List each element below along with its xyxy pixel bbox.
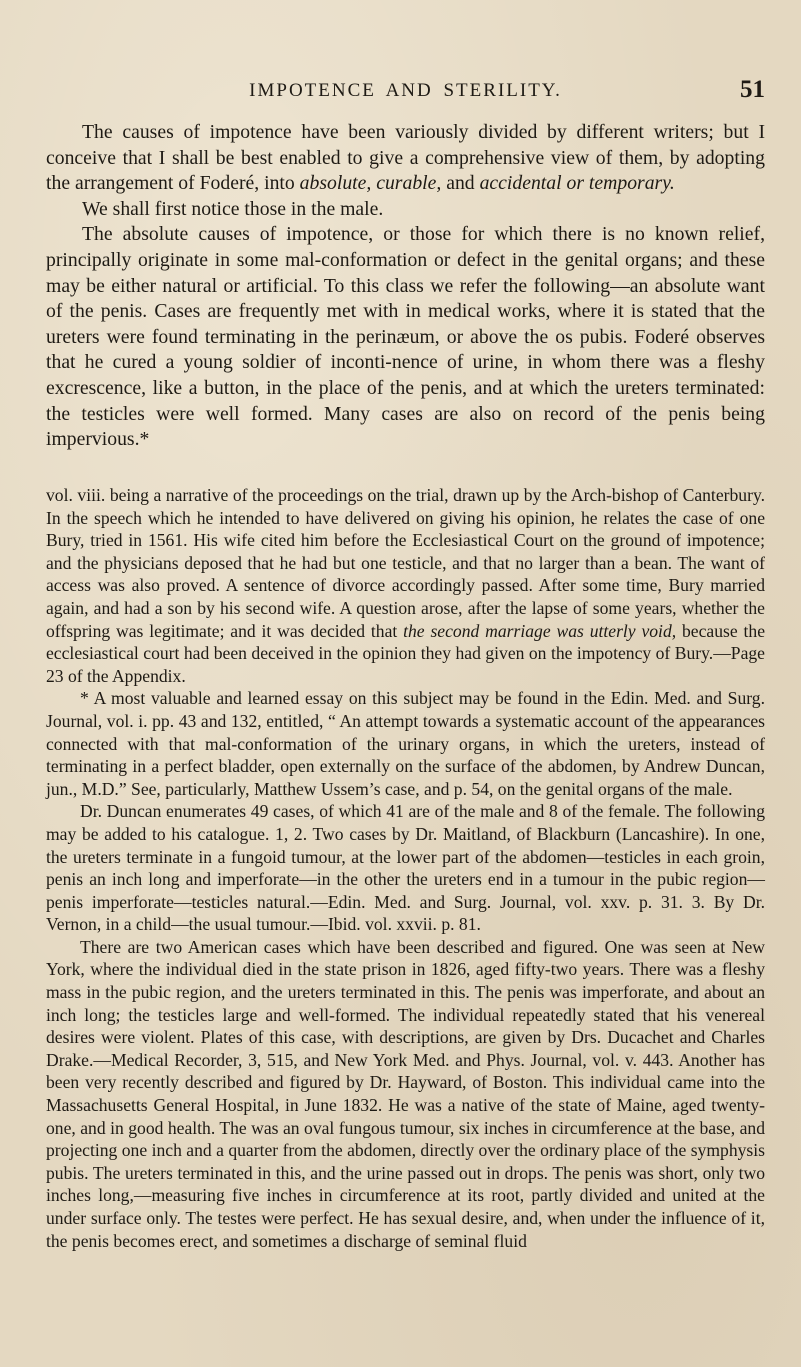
italic-phrase: accidental or temporary. xyxy=(479,172,675,195)
page-number: 51 xyxy=(740,76,765,103)
italic-phrase: absolute, curable, xyxy=(299,172,442,195)
running-head xyxy=(46,76,765,106)
footnotes xyxy=(46,484,765,1252)
footnote-american-cases: There are two American cases which have been described and figured. One was seen at New York, where the individual died in the state prison in 1826, aged fifty-two years. There was a fleshy mass in the pubic region, and the ureters terminated in this. The penis was imperforate, and about an inch long; the testicles large and well-formed. The individual repeatedly stated that his venereal desires were violent. Plates of this case, with descriptions, are given by Drs. Ducachet and Charles Drake.—Medical Recorder, 3, 515, and New York Med. and Phys. Journal, vol. v. 443. Another has been very recently described and figured by Dr. Hayward, of Boston. This individual came into the Massachusetts General Hospital, in June 1832. He was a native of the state of Maine, aged twenty-one, and in good health. The was an oval fungous tumour, six inches in circumference at the base, and projecting one inch and a quarter from the abdomen, directly over the ordinary place of the symphysis pubis. The ureters terminated in this, and the urine passed out in drops. The penis was short, only two inches long,—measuring five inches in circumference at its root, partly divided and united at the under surface only. The testes were perfect. He has sexual desire, and, when under the influence of it, the penis becomes erect, and sometimes a discharge of seminal fluid xyxy=(46,936,765,1251)
footnote-continuation xyxy=(46,484,765,687)
footnote-essay: * A most valuable and learned essay on this subject may be found in the Edin. Med. and Surg. Journal, vol. i. pp. 43 and 132, entitled, “ An attempt towards a systematic account of the appearances connected with that mal-conformation of the urinary organs, in which the ureters, instead of terminating in a perfect bladder, open externally on the surface of the abdomen, by Andrew Duncan, jun., M.D.” See, particularly, Matthew Ussem’s case, and p. 54, on the genital organs of the male. xyxy=(46,688,765,799)
italic-phrase: the second marriage was utterly void, xyxy=(403,620,677,641)
paragraph-absolute-causes: The absolute causes of impotence, or those for which there is no known relief, principally originate in some mal-conformation or defect in the genital organs; and these may be either natural or artificial. To this class we refer the following—an absolute want of the penis. Cases are frequently met with in medical works, where it is stated that the ureters were found terminating in the perinæum, or above the os pubis. Foderé observes that he cured a young soldier of inconti-nence of urine, in whom there was a fleshy excrescence, like a button, in the place of the penis, and at which the ureters terminated: the testicles were well formed. Many cases are also on record of the penis being impervious.* xyxy=(46,223,765,451)
paragraph-causes xyxy=(46,120,765,197)
paragraph-male: We shall first notice those in the male. xyxy=(82,197,384,220)
footnote-text: because the ecclesiastical court had been deceived in the opinion they had given on the impotency of Bury.—Page 23 of the Appendix. xyxy=(46,620,766,686)
footnote-duncan: Dr. Duncan enumerates 49 cases, of which 41 are of the male and 8 of the female. The following may be added to his catalogue. 1, 2. Two cases by Dr. Maitland, of Blackburn (Lancashire). In one, the ureters terminate in a fungoid tumour, at the lower part of the abdomen—testicles in each groin, penis an inch long and imperforate—in the other the ureters end in a tumour in the pubic region—penis imperforate—testicles natural.—Edin. Med. and Surg. Journal, vol. xxv. p. 31. 3. By Dr. Vernon, in a child—the usual tumour.—Ibid. vol. xxvii. p. 81. xyxy=(46,801,765,935)
main-text xyxy=(46,120,765,453)
paragraph-text: and xyxy=(441,172,480,195)
footnote-text: vol. viii. being a narrative of the proceedings on the trial, drawn up by the Arch-bishop of Canterbury. In the speech which he intended to have delivered on giving his opinion, he relates the case of one Bury, tried in 1561. His wife cited him before the Ecclesiastical Court on the ground of impotence; and the physicians deposed that he had but one testicle, and that no larger than a bean. The want of access was also proved. A sentence of divorce accordingly passed. After some time, Bury married again, and had a son by his second wife. A question arose, after the lapse of some years, whether the offspring was legitimate; and it was decided that xyxy=(46,485,765,641)
paragraph-text: The causes of impotence have been variously divided by different writers; but I conceive that I shall be best enabled to give a comprehensive view of them, by adopting the arrangement of Foderé, into xyxy=(46,121,765,195)
running-title: IMPOTENCE AND STERILITY. xyxy=(249,80,562,101)
